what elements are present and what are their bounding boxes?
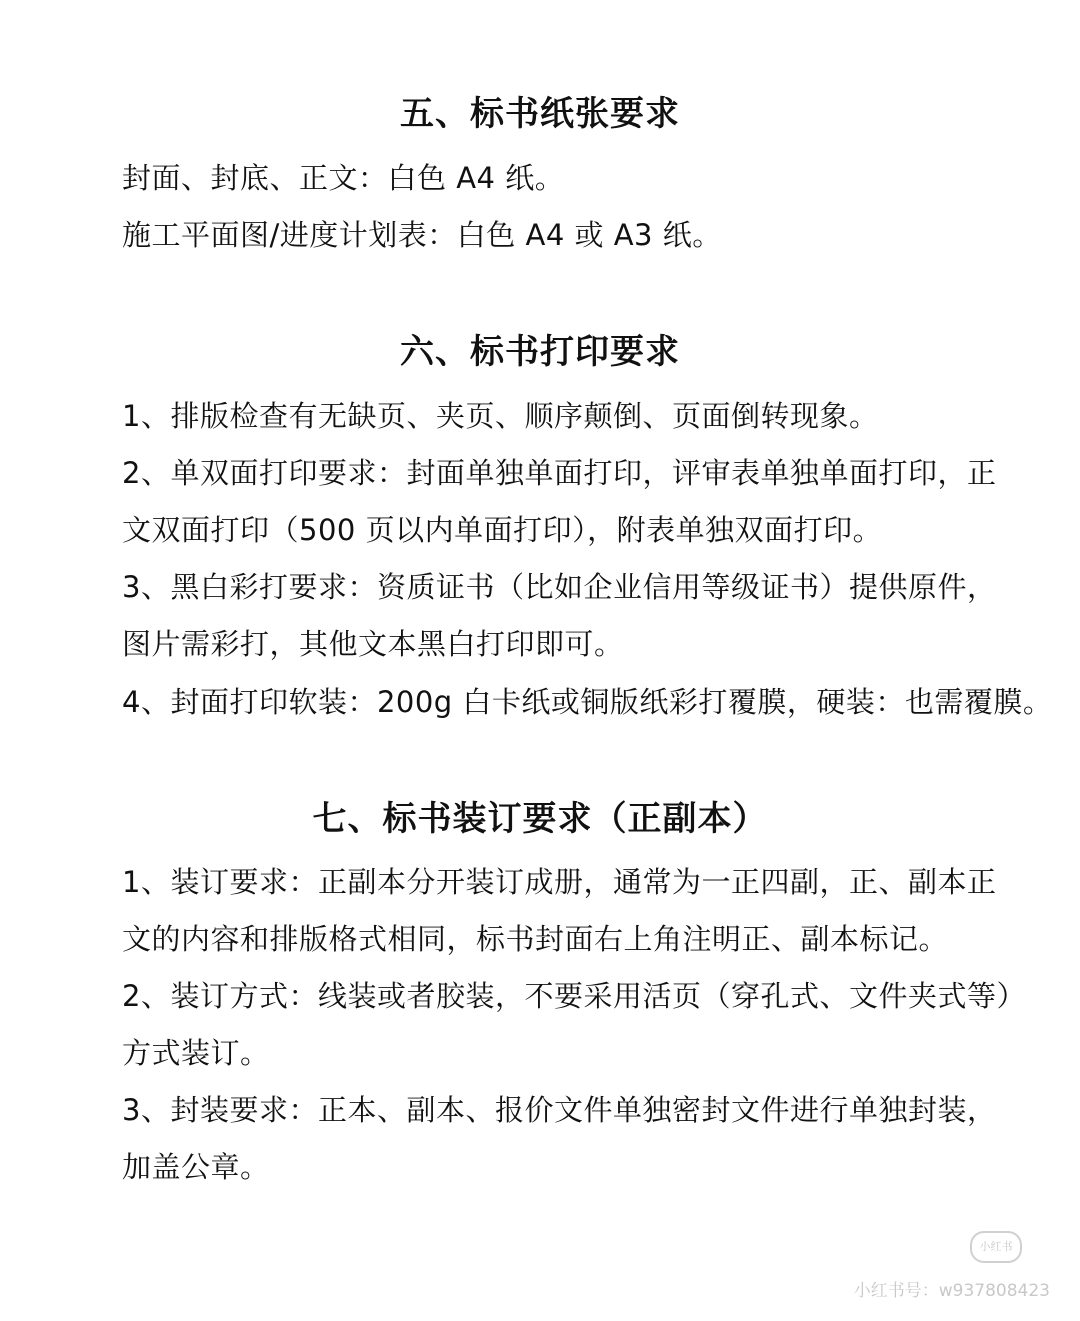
section-6-line-2: 2、单双面打印要求：封面单独单面打印，评审表单独单面打印，正 [122, 456, 997, 490]
section-7-heading: 七、标书装订要求（正副本） [312, 799, 768, 839]
section-6-line-6: 4、封面打印软装：200g 白卡纸或铜版纸彩打覆膜，硬装：也需覆膜。 [122, 685, 1053, 719]
section-5-heading: 五、标书纸张要求 [400, 94, 680, 134]
section-7-line-1: 1、装订要求：正副本分开装订成册，通常为一正四副，正、副本正 [122, 865, 997, 899]
section-6-line-1: 1、排版检查有无缺页、夹页、顺序颠倒、页面倒转现象。 [122, 399, 879, 433]
section-5-line-2: 施工平面图/进度计划表：白色 A4 或 A3 纸。 [122, 218, 722, 252]
section-6-heading: 六、标书打印要求 [400, 332, 680, 372]
section-6-line-3: 文双面打印（500 页以内单面打印），附表单独双面打印。 [122, 513, 883, 547]
section-6-line-4: 3、黑白彩打要求：资质证书（比如企业信用等级证书）提供原件， [122, 570, 997, 604]
section-7-line-6: 加盖公章。 [122, 1150, 270, 1184]
section-7-line-4: 方式装订。 [122, 1036, 270, 1070]
section-7-line-2: 文的内容和排版格式相同，标书封面右上角注明正、副本标记。 [122, 922, 949, 956]
watermark-logo: 小红书 [970, 1231, 1022, 1263]
watermark-id: 小红书号：w937808423 [853, 1281, 1050, 1301]
section-7-line-5: 3、封装要求：正本、副本、报价文件单独密封文件进行单独封装， [122, 1093, 997, 1127]
section-5-line-1: 封面、封底、正文：白色 A4 纸。 [122, 161, 565, 195]
section-7-line-3: 2、装订方式：线装或者胶装，不要采用活页（穿孔式、文件夹式等） [122, 979, 1026, 1013]
section-6-line-5: 图片需彩打，其他文本黑白打印即可。 [122, 627, 624, 661]
watermark [850, 1231, 1050, 1301]
